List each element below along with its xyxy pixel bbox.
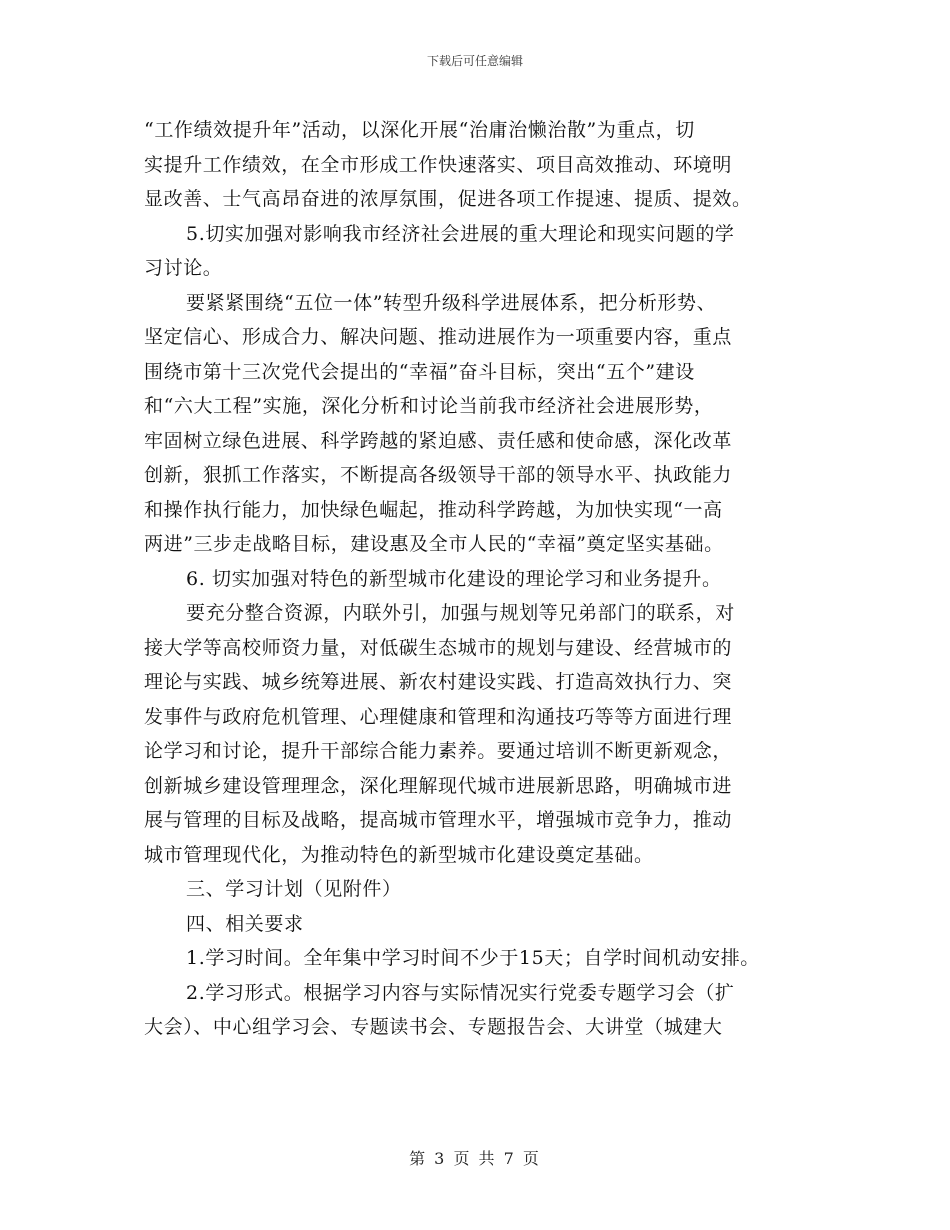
text-line: 围绕市第十三次党代会提出的“幸福”奋斗目标，突出“五个”建设 <box>144 360 695 383</box>
text-line: “工作绩效提升年”活动，以深化开展“治庸治懒治散”为重点，切 <box>144 119 695 141</box>
text-line: 习讨论。 <box>144 257 223 279</box>
text-line: 创新城乡建设管理理念，深化理解现代城市进展新思路，明确城市进 <box>144 774 733 797</box>
text-line: 2.学习形式。根据学习内容与实际情况实行党委专题学习会（扩 <box>186 981 735 1004</box>
text-line: 接大学等高校师资力量，对低碳生态城市的规划与建设、经营城市的 <box>144 636 733 659</box>
text-line: 展与管理的目标及战略，提高城市管理水平，增强城市竞争力，推动 <box>144 809 733 831</box>
text-line: 6. 切实加强对特色的新型城市化建设的理论学习和业务提升。 <box>186 567 722 590</box>
text-line: 和操作执行能力，加快绿色崛起，推动科学跨越，为加快实现“一高 <box>144 498 723 521</box>
text-line: 实提升工作绩效，在全市形成工作快速落实、项目高效推动、环境明 <box>144 153 733 176</box>
text-line: 理论与实践、城乡统筹进展、新农村建设实践、打造高效执行力、突 <box>144 671 733 693</box>
page-number: 第 3 页 共 7 页 <box>409 1149 541 1168</box>
text-line: 5.切实加强对影响我市经济社会进展的重大理论和现实问题的学 <box>186 222 735 245</box>
text-line: 牢固树立绿色进展、科学跨越的紧迫感、责任感和使命感，深化改革 <box>144 429 733 452</box>
text-line: 大会）、中心组学习会、专题读书会、专题报告会、大讲堂（城建大 <box>144 1016 723 1038</box>
text-line: 显改善、士气高昂奋进的浓厚氛围，促进各项工作提速、提质、提效。 <box>144 188 752 210</box>
page-header: 下载后可任意编辑 <box>426 54 523 68</box>
text-line: 发事件与政府危机管理、心理健康和管理和沟通技巧等等方面进行理 <box>144 705 733 728</box>
text-line: 和“六大工程”实施，深化分析和讨论当前我市经济社会进展形势， <box>144 395 714 417</box>
text-line: 创新，狠抓工作落实，不断提高各级领导干部的领导水平、执政能力 <box>144 464 733 486</box>
text-line: 城市管理现代化，为推动特色的新型城市化建设奠定基础。 <box>144 843 654 866</box>
text-line: 四、相关要求 <box>186 912 304 935</box>
text-line: 论学习和讨论，提升干部综合能力素养。要通过培训不断更新观念， <box>144 740 733 762</box>
text-line: 要充分整合资源，内联外引，加强与规划等兄弟部门的联系，对 <box>186 602 735 624</box>
text-line: 要紧紧围绕“五位一体”转型升级科学进展体系，把分析形势、 <box>186 291 717 314</box>
text-line: 1.学习时间。全年集中学习时间不少于15天；自学时间机动安排。 <box>186 947 760 969</box>
document-body <box>144 113 824 1045</box>
text-line: 三、学习计划（见附件） <box>186 878 402 900</box>
text-line: 坚定信心、形成合力、解决问题、推动进展作为一项重要内容，重点 <box>144 326 733 348</box>
text-line: 两进”三步走战略目标，建设惠及全市人民的“幸福”奠定坚实基础。 <box>144 533 724 555</box>
